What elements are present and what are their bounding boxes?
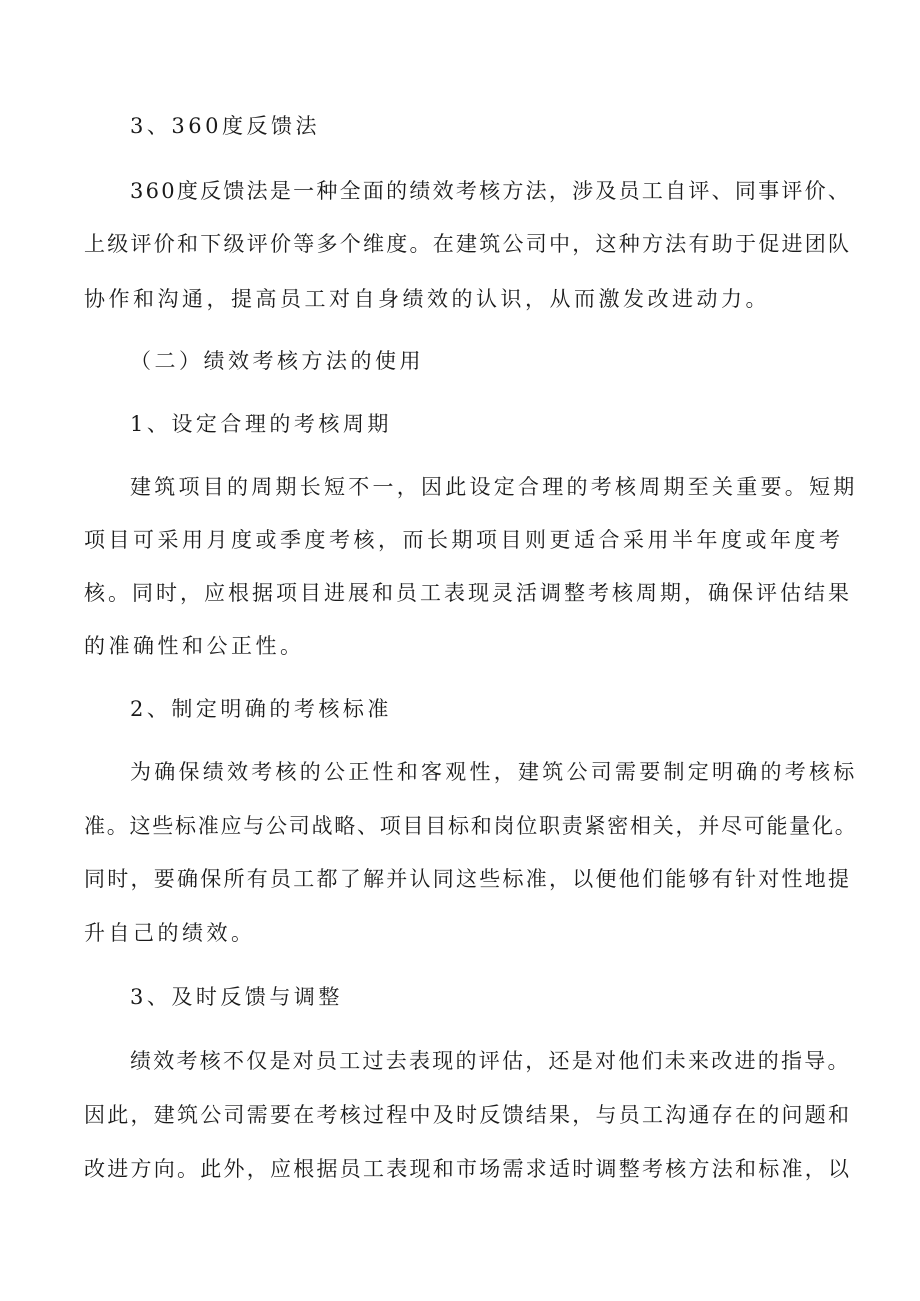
paragraph-line: 同时，要确保所有员工都了解并认同这些标准，以便他们能够有针对性地提 [84, 867, 852, 891]
section-heading-review-cycle: 1、设定合理的考核周期 [130, 412, 392, 436]
paragraph-line: 改进方向。此外，应根据员工表现和市场需求适时调整考核方法和标准，以 [84, 1157, 852, 1181]
paragraph-line: 协作和沟通，提高员工对自身绩效的认识，从而激发改进动力。 [84, 287, 770, 311]
paragraph-line: 上级评价和下级评价等多个维度。在建筑公司中，这种方法有助于促进团队 [84, 232, 852, 256]
paragraph-line: 因此，建筑公司需要在考核过程中及时反馈结果，与员工沟通存在的问题和 [84, 1103, 852, 1127]
paragraph-line: 准。这些标准应与公司战略、项目目标和岗位职责紧密相关，并尽可能量化。 [84, 814, 858, 838]
paragraph-line: 核。同时，应根据项目进展和员工表现灵活调整考核周期，确保评估结果 [84, 581, 852, 605]
paragraph-line: 升自己的绩效。 [84, 921, 256, 945]
paragraph-line: 项目可采用月度或季度考核，而长期项目则更适合采用半年度或年度考 [84, 528, 844, 552]
section-heading-360-feedback: 3、360度反馈法 [130, 114, 320, 138]
paragraph-line: 的准确性和公正性。 [84, 634, 305, 658]
paragraph-line: 为确保绩效考核的公正性和客观性，建筑公司需要制定明确的考核标 [130, 760, 858, 784]
section-heading-method-usage: （二）绩效考核方法的使用 [130, 349, 424, 373]
paragraph-line: 绩效考核不仅是对员工过去表现的评估，还是对他们未来改进的指导。 [130, 1049, 851, 1073]
section-heading-feedback-adjustment: 3、及时反馈与调整 [130, 985, 343, 1009]
paragraph-line: 360度反馈法是一种全面的绩效考核方法，涉及员工自评、同事评价、 [130, 179, 852, 203]
section-heading-review-standards: 2、制定明确的考核标准 [130, 697, 392, 721]
paragraph-line: 建筑项目的周期长短不一，因此设定合理的考核周期至关重要。短期 [130, 475, 858, 499]
